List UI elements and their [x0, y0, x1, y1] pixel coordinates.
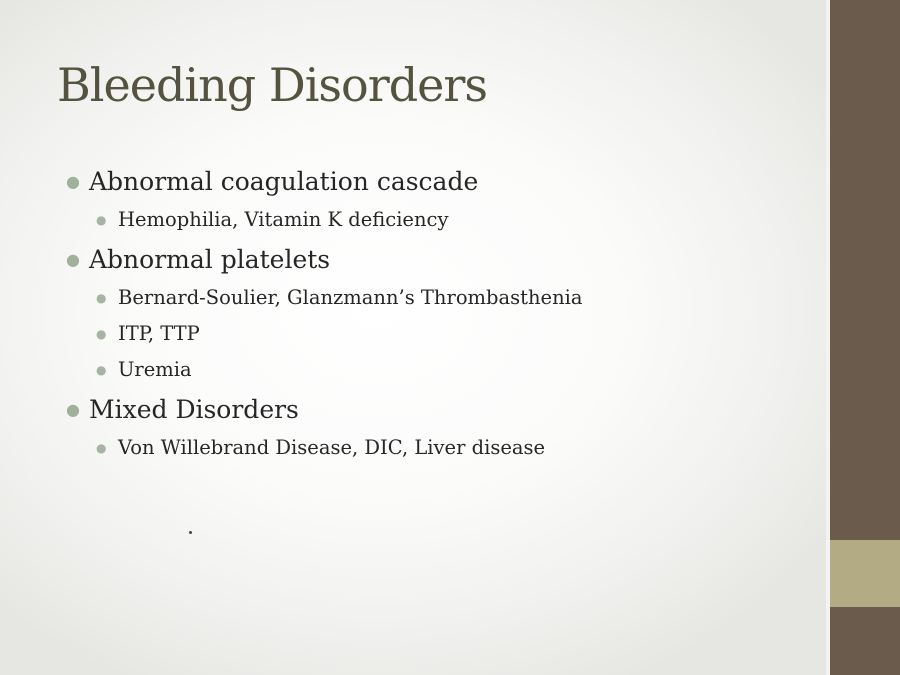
slide-title: Bleeding Disorders: [57, 58, 487, 112]
bullet-text: Mixed Disorders: [89, 395, 299, 424]
sub-bullet-text: Von Willebrand Disease, DIC, Liver disease: [118, 436, 546, 459]
bullet-text: Abnormal coagulation cascade: [89, 167, 479, 196]
bullet-item-coagulation: [66, 162, 806, 202]
bullet-item-mixed: [66, 390, 806, 430]
bullet-icon: ●: [66, 250, 80, 269]
sub-bullet-icon: ●: [96, 213, 107, 227]
decorative-sidebar-accent: [830, 540, 900, 607]
sub-bullet-icon: ●: [96, 441, 107, 455]
sub-bullet-icon: ●: [96, 291, 107, 305]
bullet-text: Abnormal platelets: [89, 245, 331, 274]
sub-bullet-item: [66, 316, 806, 352]
bullet-icon: ●: [66, 400, 80, 419]
sub-bullet-list: [66, 430, 806, 466]
bullet-icon: ●: [66, 172, 80, 191]
sub-bullet-text: Uremia: [118, 358, 192, 381]
sub-bullet-list: [66, 202, 806, 238]
bullet-list: [66, 162, 806, 468]
sub-bullet-item: [66, 280, 806, 316]
stray-dot: [189, 531, 192, 534]
sub-bullet-item: [66, 430, 806, 466]
sub-bullet-text: Bernard-Soulier, Glanzmann’s Thrombasthenia: [118, 286, 583, 309]
sub-bullet-list: [66, 280, 806, 388]
bullet-item-platelets: [66, 240, 806, 280]
sub-bullet-item: [66, 352, 806, 388]
sub-bullet-text: Hemophilia, Vitamin K deficiency: [118, 208, 449, 231]
sub-bullet-icon: ●: [96, 327, 107, 341]
sub-bullet-text: ITP, TTP: [118, 322, 200, 345]
sub-bullet-icon: ●: [96, 363, 107, 377]
sub-bullet-item: [66, 202, 806, 238]
